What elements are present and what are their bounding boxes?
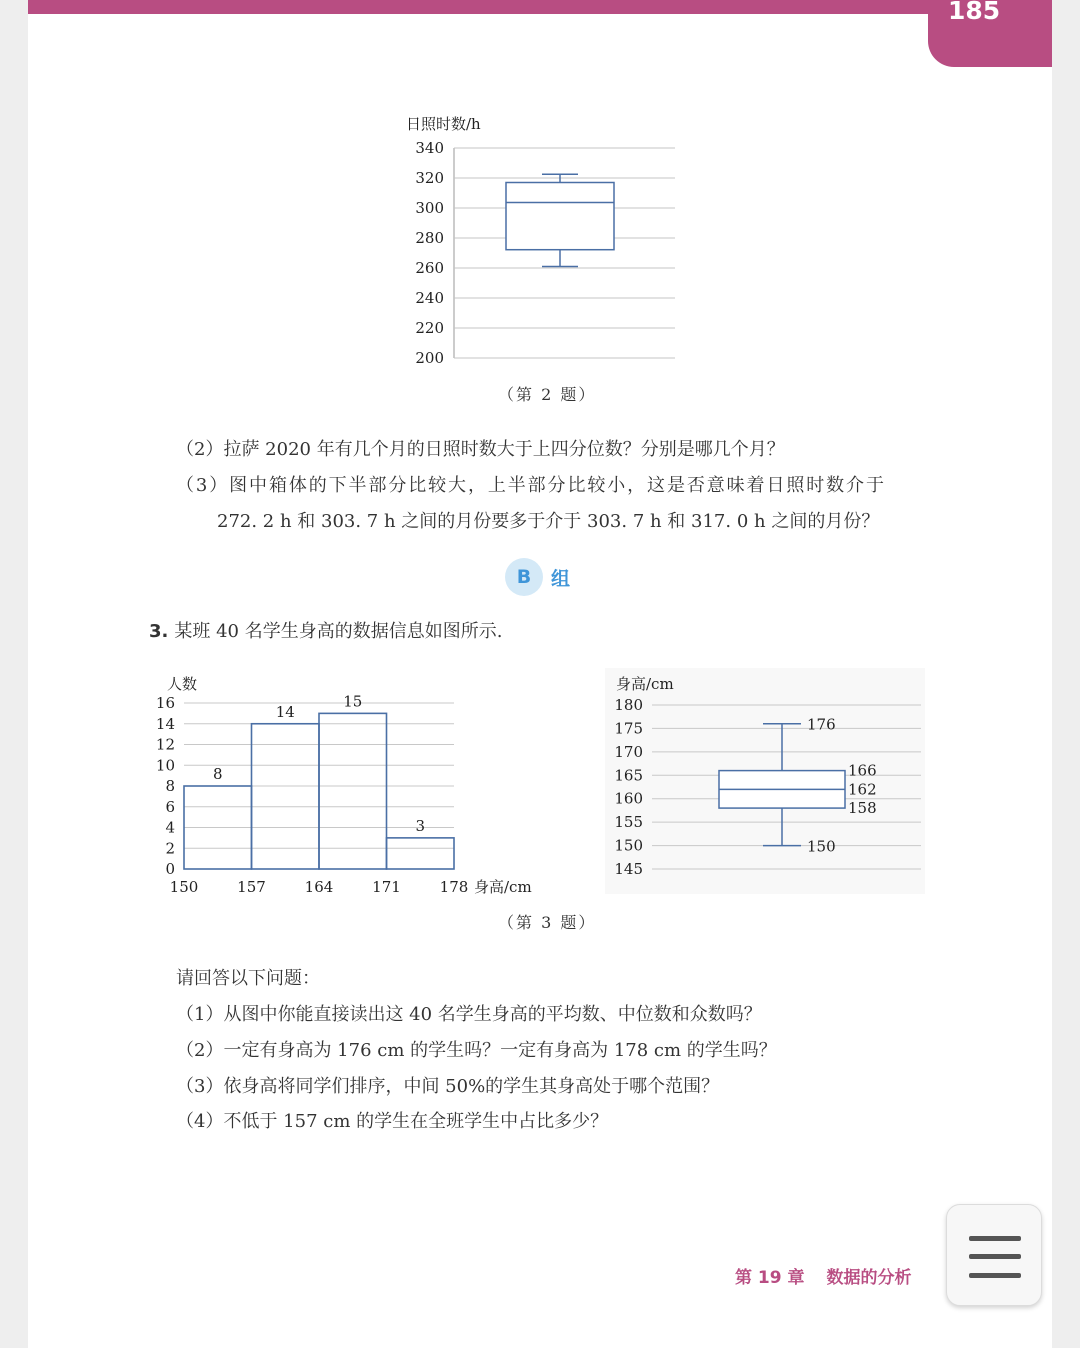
sunshine-box-plot — [400, 110, 700, 372]
figure-caption-3: （第 3 题） — [498, 913, 597, 932]
y-tick-label: 170 — [614, 742, 643, 761]
group-b-badge: B — [505, 558, 543, 596]
x-axis-label: 身高/cm — [474, 878, 532, 896]
questions-intro: 请回答以下问题： — [176, 968, 320, 989]
max-label: 176 — [807, 715, 836, 734]
q3-label: 166 — [848, 761, 877, 780]
y-tick-label: 8 — [165, 777, 175, 795]
q1-label: 158 — [848, 799, 877, 818]
problem-text: 某班 40 名学生身高的数据信息如图所示. — [174, 621, 503, 642]
question-3-1: （1）从图中你能直接读出这 40 名学生身高的平均数、中位数和众数吗？ — [176, 1004, 762, 1025]
y-tick-label: 6 — [165, 797, 175, 816]
y-tick-label: 340 — [415, 139, 444, 157]
y-tick-label: 280 — [415, 229, 444, 247]
menu-button[interactable] — [946, 1204, 1042, 1306]
y-tick-label: 240 — [415, 289, 444, 307]
menu-icon — [969, 1236, 1021, 1241]
y-tick-label: 260 — [415, 259, 444, 277]
question-3-3: （3）依身高将同学们排序，中间 50%的学生其身高处于哪个范围？ — [176, 1076, 720, 1097]
x-tick-label: 164 — [304, 878, 334, 896]
height-histogram — [150, 668, 550, 900]
y-tick-label: 220 — [415, 319, 444, 337]
y-tick-label: 175 — [614, 719, 643, 738]
x-tick-label: 150 — [169, 878, 199, 896]
question-2-3-cont: 272. 2 h 和 303. 7 h 之间的月份要多于介于 303. 7 h 和 317. 0 h 之间的月份？ — [217, 511, 880, 532]
bar-value-label: 3 — [415, 816, 426, 835]
y-tick-label: 200 — [415, 349, 444, 367]
y-tick-label: 155 — [614, 813, 643, 832]
y-tick-label: 4 — [165, 818, 175, 837]
y-axis-label: 人数 — [167, 675, 198, 693]
x-tick-label: 171 — [372, 878, 401, 896]
problem-number: 3. — [149, 621, 169, 642]
y-tick-label: 12 — [155, 735, 175, 754]
bar-value-label: 15 — [343, 692, 363, 711]
x-tick-label: 157 — [237, 878, 266, 896]
y-tick-label: 145 — [614, 860, 643, 878]
x-tick-label: 178 — [439, 878, 469, 896]
chapter-number: 第 19 章 — [735, 1268, 805, 1288]
y-tick-label: 150 — [614, 836, 643, 855]
median-label: 162 — [848, 780, 877, 799]
height-box-plot — [605, 668, 925, 894]
question-3-2: （2）一定有身高为 176 cm 的学生吗？一定有身高为 178 cm 的学生吗？ — [176, 1040, 777, 1061]
bar-value-label: 8 — [212, 765, 223, 783]
y-tick-label: 320 — [415, 169, 444, 187]
y-tick-label: 165 — [614, 766, 643, 785]
chapter-footer — [735, 1263, 912, 1288]
box — [506, 183, 614, 250]
y-tick-label: 160 — [614, 789, 643, 808]
y-tick-label: 300 — [415, 199, 444, 217]
bar-value-label: 14 — [275, 702, 295, 721]
y-axis-label: 身高/cm — [616, 675, 674, 693]
y-tick-label: 14 — [155, 714, 175, 733]
group-label: 组 — [551, 568, 571, 590]
figure-caption-2: （第 2 题） — [498, 385, 597, 404]
problem-3-statement — [149, 617, 502, 643]
question-2-3: （3）图中箱体的下半部分比较大，上半部分比较小，这是否意味着日照时数介于 — [176, 475, 886, 496]
y-tick-label: 0 — [165, 860, 175, 878]
question-2-2: （2）拉萨 2020 年有几个月的日照时数大于上四分位数？分别是哪几个月？ — [176, 439, 785, 460]
page-number: 185 — [948, 0, 1001, 25]
y-tick-label: 180 — [614, 696, 643, 714]
y-tick-label: 10 — [155, 756, 175, 775]
y-tick-label: 2 — [165, 839, 175, 858]
top-bar — [28, 0, 1052, 14]
y-tick-label: 16 — [155, 694, 175, 712]
chapter-title: 数据的分析 — [826, 1268, 912, 1288]
y-axis-label: 日照时数/h — [406, 115, 481, 133]
question-3-4: （4）不低于 157 cm 的学生在全班学生中占比多少？ — [176, 1111, 609, 1132]
min-label: 150 — [807, 837, 836, 856]
